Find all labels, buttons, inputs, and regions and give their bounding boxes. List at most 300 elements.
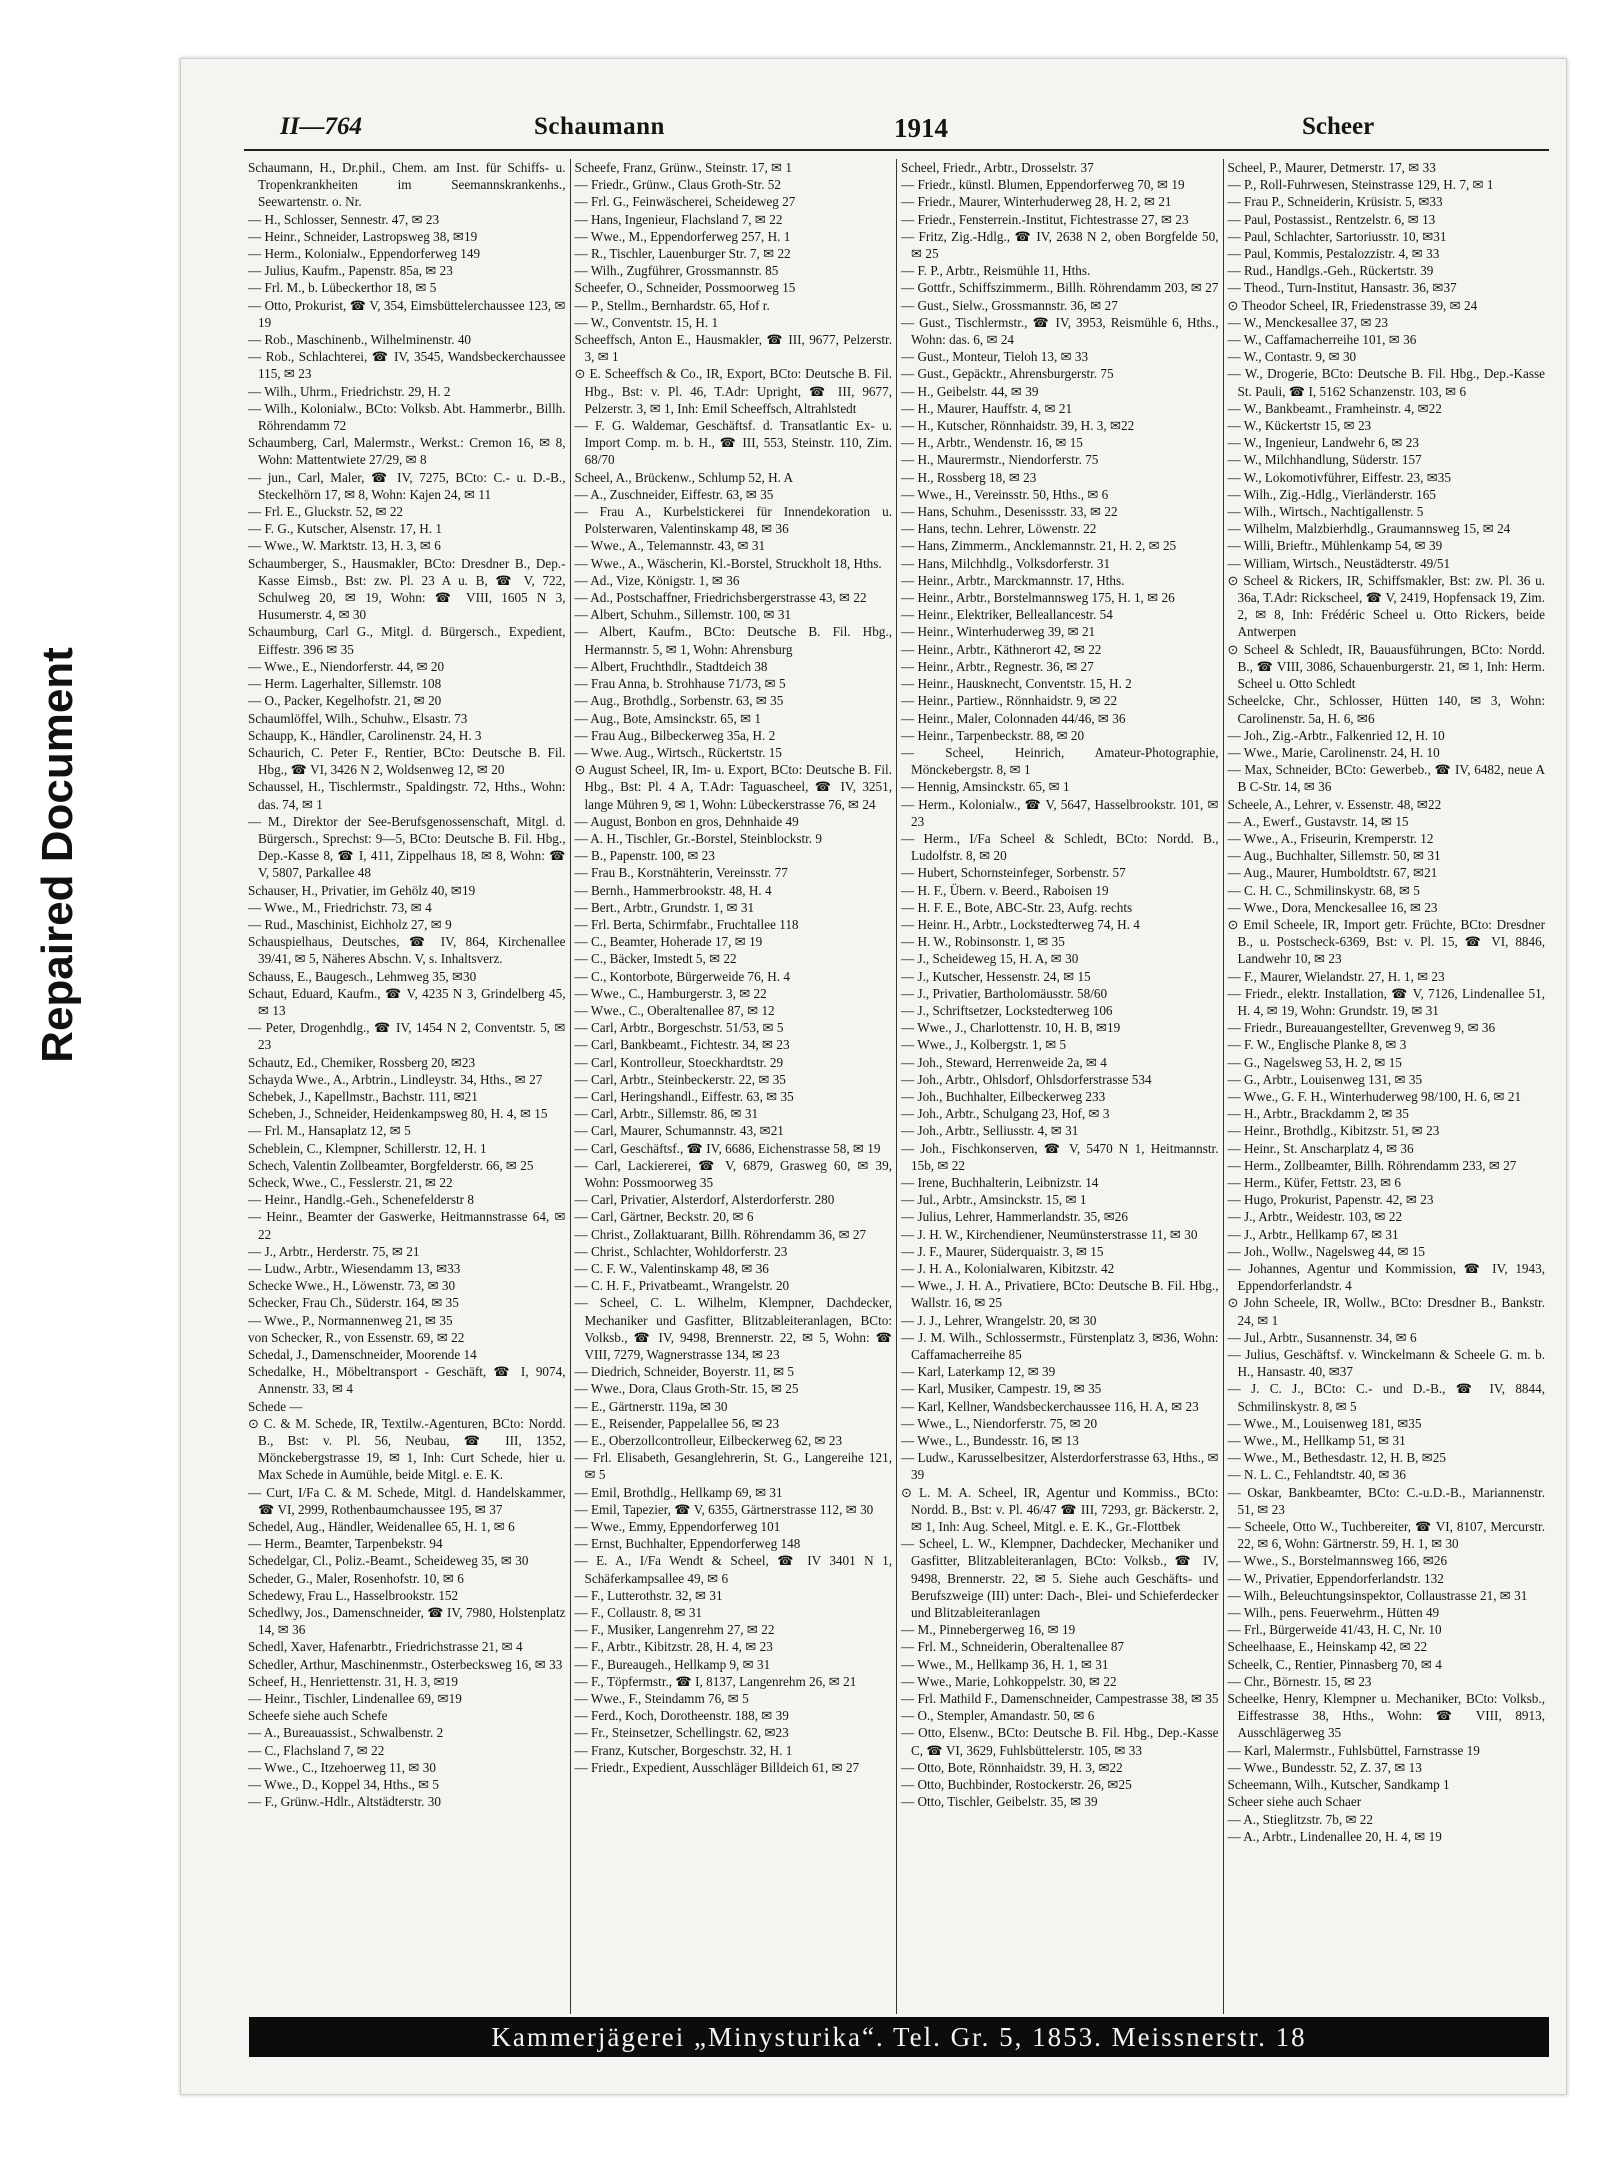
directory-entry: — Wilh., pens. Feuerwehrm., Hütten 49 [1227,1605,1440,1621]
directory-entry: — Diedrich, Schneider, Boyerstr. 11, ✉ 5 [574,1364,795,1380]
directory-entry: — Wwe., J., Kolbergstr. 1, ✉ 5 [901,1037,1067,1053]
directory-entry: Scheben, J., Schneider, Heidenkampsweg 80, H. 4, ✉ 15 [248,1106,548,1122]
directory-entry: — Wwe., C., Hamburgerstr. 3, ✉ 22 [574,985,767,1001]
directory-entry: — Bert., Arbtr., Grundstr. 1, ✉ 31 [574,899,755,915]
directory-entry: — Hugo, Prokurist, Papenstr. 42, ✉ 23 [1227,1192,1434,1208]
directory-entry: Schedalke, H., Möbeltransport - Geschäft, ☎ I, 9074, Annenstr. 33, ✉ 4 [248,1364,566,1397]
page-number: II—764 [280,113,362,140]
directory-entry: — Joh., Arbtr., Schulgang 23, Hof, ✉ 3 [901,1106,1110,1122]
directory-entry: — Joh., Steward, Herrenweide 2a, ✉ 4 [901,1054,1107,1070]
directory-entry: — Max, Schneider, BCto: Gewerbeb., ☎ IV, 6482, neue A B C-Str. 14, ✉ 36 [1227,762,1545,795]
directory-entry: — Friedr., Grünw., Claus Groth-Str. 52 [574,177,781,193]
directory-entry: — Oskar, Bankbeamter, BCto: C.-u.D.-B., Mariannenstr. 51, ✉ 23 [1227,1484,1545,1517]
directory-entry: — W., Conventstr. 15, H. 1 [574,314,719,330]
directory-entry: — Heinr. H., Arbtr., Lockstedterweg 74, H. 4 [901,916,1140,932]
directory-entry: — Carl, Gärtner, Beckstr. 20, ✉ 6 [574,1209,754,1225]
directory-entry: — Rud., Maschinist, Eichholz 27, ✉ 9 [248,916,452,932]
directory-entry: — Willi, Brieftr., Mühlenkamp 54, ✉ 39 [1227,538,1443,554]
directory-entry: — Aug., Buchhalter, Sillemstr. 50, ✉ 31 [1227,848,1441,864]
scanned-page [180,58,1567,2095]
directory-entry: — Christ., Zollaktuarant, Billh. Röhrendamm 36, ✉ 27 [574,1226,867,1242]
header-right-word: Scheer [1302,113,1375,140]
directory-entry: — C. F. W., Valentinskamp 48, ✉ 36 [574,1261,769,1276]
directory-entry: — Herm., Beamter, Tarpenbekstr. 94 [248,1536,443,1552]
directory-entry: — Frl. M., Schneiderin, Oberaltenallee 87 [901,1639,1125,1655]
directory-entry: — Herm., Kolonialw., Eppendorferweg 149 [248,246,481,262]
directory-entry: — O., Packer, Kegelhofstr. 21, ✉ 20 [248,693,442,709]
directory-entry: — Fritz, Zig.-Hdlg., ☎ IV, 2638 N 2, oben Borgfelde 50, ✉ 25 [901,228,1219,262]
directory-entry: — Irene, Buchhalterin, Leibnizstr. 14 [901,1174,1099,1190]
directory-entry: — Joh., Buchhalter, Eilbeckerweg 233 [901,1088,1106,1104]
directory-entry: — H. F. E., Bote, ABC-Str. 23, Aufg. rechts [901,899,1133,915]
directory-entry: — Wilh., Beleuchtungsinspektor, Collaustrasse 21, ✉ 31 [1227,1587,1528,1603]
directory-entry: — Heinr., Schneider, Lastropsweg 38, ✉19 [248,228,478,244]
directory-entry: — Theod., Turn-Institut, Hansastr. 36, ✉37 [1227,280,1457,296]
directory-entry: ⊙ C. & M. Schede, IR, Textilw.-Agenturen, BCto: Nordd. B., Bst: v. Pl. 56, Neubau, ☎ III, 1352, Mönckebergstrasse 19, ✉ 1, Inh: Curt Schede, hier u. Max Schede in Aumühle, beide Mitgl. e. E. K. [248,1415,566,1483]
directory-entry: — Friedr., Maurer, Winterhuderweg 28, H. 2, ✉ 21 [901,194,1172,210]
directory-entry: — J. J., Lehrer, Wrangelstr. 20, ✉ 30 [901,1312,1097,1328]
directory-entry: — Carl, Maurer, Schumannstr. 43, ✉21 [574,1123,784,1139]
directory-entry: — Hubert, Schornsteinfeger, Sorbenstr. 57 [901,865,1126,881]
directory-entry: — Otto, Elsenw., BCto: Deutsche B. Fil. Hbg., Dep.-Kasse C, ☎ VI, 3629, Fuhlsbüttelerstr. 105, ✉ 33 [901,1725,1219,1758]
directory-entry: — Wwe., Bundesstr. 52, Z. 37, ✉ 13 [1227,1759,1422,1775]
directory-entry: — H., Maurermstr., Niendorferstr. 75 [901,452,1099,468]
directory-entry: — Scheel, Heinrich, Amateur-Photographie, Mönckebergstr. 8, ✉ 1 [901,744,1219,778]
directory-entry: — Karl, Kellner, Wandsbeckerchaussee 116, H. A, ✉ 23 [901,1398,1199,1414]
directory-entry: — J. H. A., Kolonialwaren, Kibitzstr. 42 [901,1261,1115,1276]
directory-entry: — Carl, Arbtr., Sillemstr. 86, ✉ 31 [574,1106,759,1122]
directory-entry: — Wwe., Emmy, Eppendorferweg 101 [574,1519,781,1535]
directory-entry: — F., Maurer, Wielandstr. 27, H. 1, ✉ 23 [1227,968,1445,984]
directory-entry: — Friedr., künstl. Blumen, Eppendorferweg 70, ✉ 19 [901,177,1185,193]
directory-entry: Scheelke, Henry, Klempner u. Mechaniker, BCto: Volksb., Eiffestrasse 38, Hths., Wohn: ☎ VIII, 8913, Ausschlägerweg 35 [1227,1691,1545,1741]
directory-entry: — G., Nagelsweg 53, H. 2, ✉ 15 [1227,1054,1402,1070]
directory-entry: Schedelgar, Cl., Poliz.-Beamt., Scheideweg 35, ✉ 30 [248,1553,529,1569]
directory-entry: — Wwe., A., Telemannstr. 43, ✉ 31 [574,538,766,554]
directory-entry: — Joh., Arbtr., Selliusstr. 4, ✉ 31 [901,1123,1079,1139]
directory-entry: — Wwe., M., Bethesdastr. 12, H. B, ✉25 [1227,1450,1446,1466]
directory-entry: von Schecker, R., von Essenstr. 69, ✉ 22 [248,1329,465,1345]
directory-entry: — H. W., Robinsonstr. 1, ✉ 35 [901,934,1065,950]
directory-entry: — Ad., Postschaffner, Friedrichsbergerstrasse 43, ✉ 22 [574,590,867,606]
directory-entry: — Herm., Küfer, Fettstr. 23, ✉ 6 [1227,1174,1402,1190]
directory-entry: — Carl, Kontrolleur, Stoeckhardtstr. 29 [574,1054,784,1070]
directory-page [244,109,1549,2052]
directory-entry: — W., Menckesallee 37, ✉ 23 [1227,314,1388,330]
directory-entry: Scheefe siehe auch Schefe [248,1708,388,1724]
directory-entry: — Johannes, Agentur und Kommission, ☎ IV, 1943, Eppendorferlandstr. 4 [1227,1261,1545,1294]
directory-entry: Schaupp, K., Händler, Carolinenstr. 24, H. 3 [248,727,482,743]
directory-entry: — Wwe., C., Itzehoerweg 11, ✉ 30 [248,1759,436,1775]
directory-entry: Scheef, H., Henriettenstr. 31, H. 3, ✉19 [248,1673,458,1689]
directory-entry: — Carl, Heringshandl., Eiffestr. 63, ✉ 35 [574,1088,794,1104]
directory-entry: — Wwe., A., Wäscherin, Kl.-Borstel, Struckholt 18, Hths. [574,555,882,571]
directory-entry: — Wwe., A., Friseurin, Kremperstr. 12 [1227,830,1434,846]
directory-entry: — E., Reisender, Pappelallee 56, ✉ 23 [574,1415,780,1431]
directory-entry: — Curt, I/Fa C. & M. Schede, Mitgl. d. Handelskammer, ☎ VI, 2999, Rothenbaumchaussee 195, ✉ 37 [248,1484,566,1517]
directory-entry: — Otto, Tischler, Geibelstr. 35, ✉ 39 [901,1794,1098,1810]
directory-entry: — O., Stempler, Amandastr. 50, ✉ 6 [901,1708,1095,1724]
directory-entry: Scheck, Wwe., C., Fesslerstr. 21, ✉ 22 [248,1174,453,1190]
directory-entry: — Fr., Steinsetzer, Schellingstr. 62, ✉23 [574,1725,789,1741]
directory-entry: — W., Contastr. 9, ✉ 30 [1227,349,1357,365]
directory-entry: — August, Bonbon en gros, Dehnhaide 49 [574,813,799,829]
directory-entry: — jun., Carl, Maler, ☎ IV, 7275, BCto: C.- u. D.-B., Steckelhörn 17, ✉ 8, Wohn: Kajen 24, ✉ 11 [248,469,566,502]
directory-entry: Schayda Wwe., A., Arbtrin., Lindleystr. 34, Hths., ✉ 27 [248,1071,543,1087]
directory-entry: — Friedr., Bureauangestellter, Grevenweg 9, ✉ 36 [1227,1020,1496,1036]
directory-entry: — W., Bankbeamt., Framheinstr. 4, ✉22 [1227,400,1442,416]
directory-entry: — W., Lokomotivführer, Eiffestr. 23, ✉35 [1227,469,1451,485]
directory-entry: — E., Gärtnerstr. 119a, ✉ 30 [574,1398,728,1414]
header-left-word: Schaumann [534,113,665,140]
directory-entry: Schaumberg, Carl, Malermstr., Werkst.: Cremon 16, ✉ 8, Wohn: Mattentwiete 27/29, ✉ 8 [248,435,566,468]
directory-entry: — C. H. C., Schmilinskystr. 68, ✉ 5 [1227,882,1420,898]
directory-entry: Scheelcke, Chr., Schlosser, Hütten 140, ✉ 3, Wohn: Carolinenstr. 5a, H. 6, ✉6 [1227,693,1545,726]
directory-entry: — Wwe., H., Vereinsstr. 50, Hths., ✉ 6 [901,486,1109,502]
directory-entry: — J., Kutscher, Hessenstr. 24, ✉ 15 [901,968,1091,984]
directory-entry: — A., Zuschneider, Eiffestr. 63, ✉ 35 [574,486,774,502]
directory-entry: — Carl, Lackiererei, ☎ V, 6879, Grasweg 60, ✉ 39, Wohn: Possmoorweg 35 [574,1157,892,1190]
directory-entry: — Heinr., Tischler, Lindenallee 69, ✉19 [248,1691,462,1707]
directory-entry: — Julius, Kaufm., Papenstr. 85a, ✉ 23 [248,263,453,279]
directory-columns [244,159,1549,2014]
directory-entry: — J. F., Maurer, Süderquaistr. 3, ✉ 15 [901,1243,1104,1259]
directory-entry: — Chr., Börnestr. 15, ✉ 23 [1227,1673,1372,1689]
directory-entry: Schaussel, H., Tischlermstr., Spaldingstr. 72, Hths., Wohn: das. 74, ✉ 1 [248,779,566,812]
directory-entry: Scheel, P., Maurer, Detmerstr. 17, ✉ 33 [1227,160,1436,175]
directory-entry: — Karl, Malermstr., Fuhlsbüttel, Farnstrasse 19 [1227,1742,1480,1758]
directory-entry: — F., Bureaugeh., Hellkamp 9, ✉ 31 [574,1656,771,1672]
directory-entry: — A., Stieglitzstr. 7b, ✉ 22 [1227,1811,1373,1827]
directory-entry: — Frau P., Schneiderin, Krüsistr. 5, ✉33 [1227,194,1443,210]
directory-entry: Scheel, Friedr., Arbtr., Drosselstr. 37 [901,160,1094,175]
directory-entry: — Wwe., M., Friedrichstr. 73, ✉ 4 [248,899,432,915]
directory-entry: — Frl. Berta, Schirmfabr., Fruchtallee 118 [574,916,799,932]
directory-entry: Scheefer, O., Schneider, Possmoorweg 15 [574,280,796,296]
directory-entry: — Herm., Kolonialw., ☎ V, 5647, Hasselbrookstr. 101, ✉ 23 [901,796,1219,829]
directory-entry: — Karl, Laterkamp 12, ✉ 39 [901,1364,1056,1380]
directory-entry: — M., Pinnebergerweg 16, ✉ 19 [901,1622,1076,1638]
directory-entry: — Herm. Lagerhalter, Sillemstr. 108 [248,676,442,692]
directory-entry: Schaumburg, Carl G., Mitgl. d. Bürgersch., Expedient, Eiffestr. 396 ✉ 35 [248,624,566,657]
directory-entry: — H., Arbtr., Brackdamm 2, ✉ 35 [1227,1106,1409,1122]
side-label-repaired: Repaired Document [32,647,82,1063]
directory-entry: — Ferd., Koch, Dorotheenstr. 188, ✉ 39 [574,1708,789,1724]
directory-entry: — Frl. M., b. Lübeckerthor 18, ✉ 5 [248,280,437,296]
directory-entry: — Heinr., Hausknecht, Conventstr. 15, H. 2 [901,676,1132,692]
directory-entry: — Scheel, L. W., Klempner, Dachdecker, Mechaniker und Gasfitter, Blitzableiteranlagen, BCto: Volksb., ☎ IV, 9498, Brennerstr. 22, ✉ 5. Siehe auch Geschäfts- und Berufszweige (III) unter: Dach-, Blei- und Schieferdecker und Blitzableiteranlagen [901,1536,1219,1621]
directory-entry: Schaumlöffel, Wilh., Schuhw., Elsastr. 73 [248,710,468,726]
directory-entry: — J., Privatier, Bartholomäusstr. 58/60 [901,985,1108,1001]
directory-entry: — Heinr., Maler, Colonnaden 44/46, ✉ 36 [901,710,1126,726]
directory-entry: — W., Milchhandlung, Süderstr. 157 [1227,452,1422,468]
directory-entry: — Gust., Gepäcktr., Ahrensburgerstr. 75 [901,366,1114,382]
directory-entry: — Wilh., Zig.-Hdlg., Vierländerstr. 165 [1227,486,1436,502]
directory-entry: — Scheele, Otto W., Tuchbereiter, ☎ VI, 8107, Mercurstr. 22, ✉ 6, Wohn: Gärtnerstr. 59, H. 1, ✉ 30 [1227,1519,1545,1552]
directory-entry: — Christ., Schlachter, Wohldorferstr. 23 [574,1243,788,1259]
directory-entry: — Paul, Postassist., Rentzelstr. 6, ✉ 13 [1227,211,1436,227]
directory-entry: ⊙ Emil Scheele, IR, Import getr. Früchte, BCto: Dresdner B., u. Postscheck-6369, Bst: v. Pl. 15, ☎ VI, 8846, Landwehr 10, ✉ 23 [1227,916,1545,967]
advertisement-banner: Kammerjägerei „Minysturika“. Tel. Gr. 5, 1853. Meissnerstr. 18 [249,2017,1549,2057]
directory-entry: Schedal, J., Damenschneider, Moorende 14 [248,1347,477,1363]
directory-entry: — Ludw., Arbtr., Wiesendamm 13, ✉33 [248,1261,461,1276]
directory-entry: — Ad., Vize, Königstr. 1, ✉ 36 [574,572,740,588]
directory-entry: — Frau Aug., Bilbeckerweg 35a, H. 2 [574,727,776,743]
directory-entry: — H., Arbtr., Wendenstr. 16, ✉ 15 [901,435,1083,451]
directory-entry: — Friedr., Expedient, Ausschläger Billdeich 61, ✉ 27 [574,1759,860,1775]
directory-entry: — Gust., Tischlermstr., ☎ IV, 3953, Reismühle 6, Hths., Wohn: das. 6, ✉ 24 [901,314,1219,348]
directory-entry: — Wwe., S., Borstelmannsweg 166, ✉26 [1227,1553,1448,1569]
directory-entry: — Wwe., J. H. A., Privatiere, BCto: Deutsche B. Fil. Hbg., Wallstr. 16, ✉ 25 [901,1278,1219,1311]
directory-entry: — Albert, Kaufm., BCto: Deutsche B. Fil. Hbg., Hermannstr. 5, ✉ 1, Wohn: Ahrensburg [574,624,892,657]
directory-entry: — W., Privatier, Eppendorferlandstr. 132 [1227,1570,1444,1586]
directory-entry: — A. H., Tischler, Gr.-Borstel, Steinblockstr. 9 [574,830,822,846]
directory-entry: — Wwe., D., Koppel 34, Hths., ✉ 5 [248,1777,440,1793]
directory-entry: Schautz, Ed., Chemiker, Rossberg 20, ✉23 [248,1054,476,1070]
directory-entry: — Heinr., Tarpenbeckstr. 88, ✉ 20 [901,727,1085,743]
directory-entry: — J. M. Wilh., Schlossermstr., Fürstenplatz 3, ✉36, Wohn: Caffamacherreihe 85 [901,1329,1219,1363]
directory-entry: — F. W., Englische Planke 8, ✉ 3 [1227,1037,1407,1053]
directory-entry: — F. P., Arbtr., Reismühle 11, Hths. [901,263,1091,279]
directory-entry: — Joh., Wollw., Nagelsweg 44, ✉ 15 [1227,1243,1426,1259]
directory-entry: — Emil, Brothdlg., Hellkamp 69, ✉ 31 [574,1484,783,1500]
directory-entry: — Joh., Zig.-Arbtr., Falkenried 12, H. 10 [1227,727,1445,743]
directory-entry: — J., Arbtr., Weidestr. 103, ✉ 22 [1227,1209,1403,1225]
directory-entry: Scheblein, C., Klempner, Schillerstr. 12, H. 1 [248,1140,487,1156]
directory-entry: Schedl, Xaver, Hafenarbtr., Friedrichstrasse 21, ✉ 4 [248,1639,523,1655]
directory-entry: Scheelhaase, E., Heinskamp 42, ✉ 22 [1227,1639,1428,1655]
directory-entry: — M., Direktor der See-Berufsgenossenschaft, Mitgl. d. Bürgersch., Sprechst: 9—5, BCto: Deutsche B. Fil. Hbg., Dep.-Kasse 8, ☎ I, 411, Zippelhaus 18, ✉ 8, Wohn: ☎ V, 5807, Parkallee 48 [248,813,566,881]
header-year: 1914 [894,113,948,143]
directory-entry: — Carl, Arbtr., Borgeschstr. 51/53, ✉ 5 [574,1020,784,1036]
directory-entry: — Heinr., Handlg.-Geh., Schenefelderstr 8 [248,1192,474,1208]
directory-entry: — Heinr., Arbtr., Marckmannstr. 17, Hths. [901,572,1125,588]
directory-entry: — F., Töpfermstr., ☎ I, 8137, Langenrehm 26, ✉ 21 [574,1673,857,1689]
directory-entry: — Wwe., J., Charlottenstr. 10, H. B, ✉19 [901,1020,1121,1036]
directory-entry: — Hans, Milchhdlg., Volksdorferstr. 31 [901,555,1111,571]
directory-entry: — Heinr., Winterhuderweg 39, ✉ 21 [901,624,1096,640]
directory-entry: — Frl. Mathild F., Damenschneider, Campestrasse 38, ✉ 35 [901,1691,1219,1707]
directory-entry: — P., Roll-Fuhrwesen, Steinstrasse 129, H. 7, ✉ 1 [1227,177,1494,193]
directory-entry: ⊙ August Scheel, IR, Im- u. Export, BCto: Deutsche B. Fil. Hbg., Bst: Pl. 4 A, T.Adr: Taguascheel, ☎ IV, 3251, lange Mühren 9, ✉ 1, Wohn: Lübeckerstrasse 76, ✉ 24 [574,762,892,812]
directory-entry: — Hans, Zimmerm., Ancklemannstr. 21, H. 2, ✉ 25 [901,538,1177,554]
directory-entry: — F. G., Kutscher, Alsenstr. 17, H. 1 [248,521,443,537]
directory-entry: Scheemann, Wilh., Kutscher, Sandkamp 1 [1227,1777,1450,1793]
directory-entry: — Wwe., Marie, Lohkoppelstr. 30, ✉ 22 [901,1673,1117,1689]
directory-entry: — C., Kontorbote, Bürgerweide 76, H. 4 [574,968,790,984]
directory-entry: — Frau Anna, b. Strohhause 71/73, ✉ 5 [574,676,786,692]
directory-entry: — Bernh., Hammerbrookstr. 48, H. 4 [574,882,772,898]
directory-entry: — Wwe., L., Bundesstr. 16, ✉ 13 [901,1433,1079,1449]
directory-entry: — H. F., Übern. v. Beerd., Raboisen 19 [901,882,1109,898]
directory-entry: ⊙ Theodor Scheel, IR, Friedenstrasse 39, ✉ 24 [1227,297,1478,313]
directory-entry: — C., Bäcker, Imstedt 5, ✉ 22 [574,951,737,967]
directory-entry: — Aug., Brothdlg., Sorbenstr. 63, ✉ 35 [574,693,784,709]
directory-entry: — Carl, Privatier, Alsterdorf, Alsterdorferstr. 280 [574,1192,835,1208]
directory-entry: — Wwe., M., Hellkamp 51, ✉ 31 [1227,1433,1406,1449]
directory-entry: — W., Ingenieur, Landwehr 6, ✉ 23 [1227,435,1419,451]
directory-entry: — Rob., Maschinenb., Wilhelminenstr. 40 [248,332,472,348]
directory-entry: — Herm., Zollbeamter, Billh. Röhrendamm 233, ✉ 27 [1227,1157,1517,1173]
directory-entry: — Gottfr., Schiffszimmerm., Billh. Röhrendamm 203, ✉ 27 [901,280,1219,296]
directory-entry: — Rud., Handlgs.-Geh., Rückertstr. 39 [1227,263,1434,279]
directory-entry: — Frl. G., Feinwäscherei, Scheideweg 27 [574,194,796,210]
directory-column-3 [897,159,1224,2014]
directory-entry: — Otto, Bote, Rönnhaidstr. 39, H. 3, ✉22 [901,1759,1123,1775]
directory-entry: — Frl. E., Gluckstr. 52, ✉ 22 [248,504,404,520]
directory-entry: — H., Maurer, Hauffstr. 4, ✉ 21 [901,400,1073,416]
directory-entry: — F., Lutterothstr. 32, ✉ 31 [574,1587,723,1603]
directory-entry: — Heinr., St. Anscharplatz 4, ✉ 36 [1227,1140,1414,1156]
directory-entry: — Wwe., G. F. H., Winterhuderweg 98/100, H. 6, ✉ 21 [1227,1088,1522,1104]
directory-entry: ⊙ John Scheele, IR, Wollw., BCto: Dresdner B., Bankstr. 24, ✉ 1 [1227,1295,1545,1328]
directory-entry: — Ludw., Karusselbesitzer, Alsterdorferstrasse 63, Hths., ✉ 39 [901,1450,1219,1483]
directory-entry: Scheele, A., Lehrer, v. Essenstr. 48, ✉22 [1227,796,1442,812]
directory-entry: Schauss, E., Baugesch., Lehmweg 35, ✉30 [248,968,477,984]
directory-entry: — Wwe., M., Hellkamp 36, H. 1, ✉ 31 [901,1656,1109,1672]
directory-entry: — Ernst, Buchhalter, Eppendorferweg 148 [574,1536,801,1552]
directory-entry: — Frl. M., Hansaplatz 12, ✉ 5 [248,1123,411,1139]
directory-entry: — Julius, Geschäftsf. v. Winckelmann & Scheele G. m. b. H., Hansastr. 40, ✉37 [1227,1347,1545,1380]
directory-entry: — Frau B., Korstnähterin, Vereinsstr. 77 [574,865,788,881]
directory-entry: — Wwe., Dora, Menckesallee 16, ✉ 23 [1227,899,1438,915]
directory-entry: — F., Arbtr., Kibitzstr. 28, H. 4, ✉ 23 [574,1639,773,1655]
directory-entry: — William, Wirtsch., Neustädterstr. 49/51 [1227,555,1451,571]
directory-entry: Schaumann, H., Dr.phil., Chem. am Inst. für Schiffs- u. Tropenkrankheiten im Seemannskrankenhs., Seewartenstr. o. Nr. [248,160,566,210]
directory-entry: — Heinr., Brothdlg., Kibitzstr. 51, ✉ 23 [1227,1123,1440,1139]
directory-entry: Schecker, Frau Ch., Süderstr. 164, ✉ 35 [248,1295,459,1311]
directory-entry: — C., Flachsland 7, ✉ 22 [248,1742,385,1758]
directory-entry: ⊙ Scheel & Schledt, IR, Bauausführungen, BCto: Nordd. B., ☎ VIII, 3086, Schauenburgerstr. 21, ✉ 1, Inh: Herm. Scheel u. Otto Schledt [1227,641,1545,692]
directory-entry: — J. H. W., Kirchendiener, Neumünsterstrasse 11, ✉ 30 [901,1226,1198,1242]
directory-entry: — Jul., Arbtr., Amsinckstr. 15, ✉ 1 [901,1192,1087,1208]
directory-entry: — Carl, Arbtr., Steinbeckerstr. 22, ✉ 35 [574,1071,786,1087]
directory-entry: ⊙ L. M. A. Scheel, IR, Agentur und Kommiss., BCto: Nordd. B., Bst: v. Pl. 46/47 ☎ III, 7293, gr. Bäckerstr. 2, ✉ 1, Inh: Aug. Scheel, Mitgl. e. E. K., Gr.-Flottbek [901,1484,1219,1535]
directory-entry: — Wwe., M., Eppendorferweg 257, H. 1 [574,228,791,244]
directory-entry: — Heinr., Arbtr., Käthnerort 42, ✉ 22 [901,641,1102,657]
directory-entry: — Heinr., Partiew., Rönnhaidstr. 9, ✉ 22 [901,693,1118,709]
directory-entry: Schech, Valentin Zollbeamter, Borgfelderstr. 66, ✉ 25 [248,1157,534,1173]
directory-entry: — Friedr., elektr. Installation, ☎ V, 7126, Lindenallee 51, H. 4, ✉ 19, Wohn: Grundstr. 19, ✉ 31 [1227,985,1545,1018]
directory-entry: — E., Oberzollcontrolleur, Eilbeckerweg 62, ✉ 23 [574,1433,843,1449]
directory-entry: — F. G. Waldemar, Geschäftsf. d. Transatlantic Ex- u. Import Comp. m. b. H., ☎ III, 553, Steinstr. 110, Zim. 68/70 [574,418,892,468]
directory-entry: — Franz, Kutscher, Borgeschstr. 32, H. 1 [574,1742,793,1758]
directory-entry: — W., Drogerie, BCto: Deutsche B. Fil. Hbg., Dep.-Kasse St. Pauli, ☎ I, 5162 Schanzenstr. 103, ✉ 6 [1227,366,1545,399]
directory-entry: — Wwe., Marie, Carolinenstr. 24, H. 10 [1227,744,1440,760]
directory-entry: — J., Schriftsetzer, Lockstedterweg 106 [901,1002,1113,1018]
directory-entry: — H., Geibelstr. 44, ✉ 39 [901,383,1039,399]
directory-entry: — F., Collaustr. 8, ✉ 31 [574,1605,703,1621]
directory-entry: — E. A., I/Fa Wendt & Scheel, ☎ IV 3401 N 1, Schäferkampsallee 49, ✉ 6 [574,1553,892,1586]
directory-entry: — Frau A., Kurbelstickerei für Innendekoration u. Polsterwaren, Valentinskamp 48, ✉ 36 [574,504,892,537]
directory-entry: Scheel, A., Brückenw., Schlump 52, H. A [574,469,794,485]
directory-entry: Scheeffsch, Anton E., Hausmakler, ☎ III, 9677, Pelzerstr. 3, ✉ 1 [574,332,892,365]
directory-entry: Schedel, Aug., Händler, Weidenallee 65, H. 1, ✉ 6 [248,1519,515,1535]
directory-entry: Schebek, J., Kapellmstr., Bachstr. 111, ✉21 [248,1088,478,1104]
page-header [244,109,1549,151]
directory-entry: — Aug., Bote, Amsinckstr. 65, ✉ 1 [574,710,762,726]
directory-entry: — C., Beamter, Hoherade 17, ✉ 19 [574,934,763,950]
directory-entry: — Paul, Kommis, Pestalozzistr. 4, ✉ 33 [1227,246,1440,262]
directory-entry: — R., Tischler, Lauenburger Str. 7, ✉ 22 [574,246,791,262]
directory-entry: — Albert, Fruchthdlr., Stadtdeich 38 [574,658,768,674]
directory-entry: — Wwe., C., Oberaltenallee 87, ✉ 12 [574,1002,775,1018]
directory-entry: — Wwe., L., Niendorferstr. 75, ✉ 20 [901,1415,1098,1431]
directory-entry: — Gust., Sielw., Grossmannstr. 36, ✉ 27 [901,297,1118,313]
directory-entry: Schecke Wwe., H., Löwenstr. 73, ✉ 30 [248,1278,456,1294]
directory-entry: — Friedr., Fensterrein.-Institut, Fichtestrasse 27, ✉ 23 [901,211,1189,227]
directory-entry: Schauspielhaus, Deutsches, ☎ IV, 864, Kirchenallee 39/41, ✉ 5, Näheres Abschn. V, s. Inhaltsverz. [248,934,566,967]
directory-entry: — A., Ewerf., Gustavstr. 14, ✉ 15 [1227,813,1409,829]
directory-entry: — Heinr., Arbtr., Regnestr. 36, ✉ 27 [901,658,1094,674]
directory-entry: — H., Kutscher, Rönnhaidstr. 39, H. 3, ✉22 [901,418,1135,434]
directory-entry: — Paul, Schlachter, Sartoriusstr. 10, ✉31 [1227,228,1447,244]
directory-entry: — Wwe., W. Marktstr. 13, H. 3, ✉ 6 [248,538,441,554]
directory-entry: — A., Bureauassist., Schwalbenstr. 2 [248,1725,444,1741]
directory-entry: — Wwe., F., Steindamm 76, ✉ 5 [574,1691,749,1707]
directory-entry: — F., Musiker, Langenrehm 27, ✉ 22 [574,1622,775,1638]
directory-entry: Schaumberger, S., Hausmakler, BCto: Dresdner B., Dep.-Kasse Eimsb., Bst: zw. Pl. 23 A u. B, ☎ V, 722, Schulweg 20, ✉ 19, Wohn: ☎ VIII, 1605 N 3, Husumerstr. 4, ✉ 30 [248,555,566,623]
directory-entry: — Wilh., Kolonialw., BCto: Volksb. Abt. Hammerbr., Billh. Röhrendamm 72 [248,400,566,434]
directory-entry: — H., Rossberg 18, ✉ 23 [901,469,1037,485]
directory-entry: — B., Papenstr. 100, ✉ 23 [574,848,715,864]
directory-entry: — Aug., Maurer, Humboldtstr. 67, ✉21 [1227,865,1438,881]
directory-entry: — Wwe., E., Niendorferstr. 44, ✉ 20 [248,658,445,674]
directory-entry: — Otto, Prokurist, ☎ V, 354, Eimsbüttelerchaussee 123, ✉ 19 [248,297,566,330]
directory-entry: — Wwe., Dora, Claus Groth-Str. 15, ✉ 25 [574,1381,799,1397]
directory-entry: ⊙ Scheel & Rickers, IR, Schiffsmakler, Bst: zw. Pl. 36 u. 36a, T.Adr: Rickscheel, ☎ V, 2419, Hopfensack 19, Zim. 2, ✉ 8, Inh: Frédéric Scheel u. Otto Rickers, beide Antwerpen [1227,572,1545,640]
directory-entry: — Rob., Schlachterei, ☎ IV, 3545, Wandsbeckerchaussee 115, ✉ 23 [248,349,566,382]
directory-entry: — Wilh., Uhrm., Friedrichstr. 29, H. 2 [248,383,451,399]
directory-entry: — Julius, Lehrer, Hammerlandstr. 35, ✉26 [901,1209,1128,1225]
directory-entry: — Heinr., Elektriker, Belleallancestr. 54 [901,607,1113,623]
directory-entry: — Wilh., Wirtsch., Nachtigallenstr. 5 [1227,504,1424,520]
directory-entry: — Gust., Monteur, Tieloh 13, ✉ 33 [901,349,1089,365]
directory-entry: — J., Scheideweg 15, H. A, ✉ 30 [901,951,1079,967]
directory-entry: — Joh., Arbtr., Ohlsdorf, Ohlsdorferstrasse 534 [901,1071,1152,1087]
directory-entry: — J., Arbtr., Hellkamp 67, ✉ 31 [1227,1226,1399,1242]
directory-column-4 [1224,159,1550,2014]
directory-entry: Schedler, Arthur, Maschinenmstr., Osterbecksweg 16, ✉ 33 [248,1656,563,1672]
directory-entry: — J. C. J., BCto: C.- und D.-B., ☎ IV, 8844, Schmilinskystr. 8, ✉ 5 [1227,1381,1545,1414]
directory-entry: Schedlwy, Jos., Damenschneider, ☎ IV, 7980, Holstenplatz 14, ✉ 36 [248,1605,566,1638]
directory-entry: — Hans, techn. Lehrer, Löwenstr. 22 [901,521,1097,537]
directory-entry: Scheder, G., Maler, Rosenhofstr. 10, ✉ 6 [248,1570,464,1586]
directory-entry: Schaut, Eduard, Kaufm., ☎ V, 4235 N 3, Grindelberg 45, ✉ 13 [248,985,566,1018]
directory-entry: Schedewy, Frau L., Hasselbrookstr. 152 [248,1587,459,1603]
directory-entry: — Wilhelm, Malzbierhdlg., Graumannsweg 15, ✉ 24 [1227,521,1511,537]
directory-entry: — F., Grünw.-Hdlr., Altstädterstr. 30 [248,1794,441,1810]
directory-entry: — Heinr., Arbtr., Borstelmannsweg 175, H. 1, ✉ 26 [901,590,1175,606]
directory-entry: ⊙ E. Scheeffsch & Co., IR, Export, BCto: Deutsche B. Fil. Hbg., Bst: v. Pl. 46, T.Adr: Upright, ☎ III, 9677, Pelzerstr. 3, ✉ 1, Inh: Emil Scheeffsch, Altrahlstedt [574,366,892,416]
directory-entry: — Otto, Buchbinder, Rostockerstr. 26, ✉25 [901,1777,1132,1793]
directory-entry: Schaurich, C. Peter F., Rentier, BCto: Deutsche B. Fil. Hbg., ☎ VI, 3426 N 2, Woldsenweg 12, ✉ 20 [248,744,566,778]
directory-entry: — H., Schlosser, Sennestr. 47, ✉ 23 [248,211,440,227]
directory-entry: — Wwe., M., Louisenweg 181, ✉35 [1227,1415,1422,1431]
directory-entry: — W., Kückertstr 15, ✉ 23 [1227,418,1372,434]
directory-entry: — Hans, Ingenieur, Flachsland 7, ✉ 22 [574,211,783,227]
directory-entry: — Karl, Musiker, Campestr. 19, ✉ 35 [901,1381,1102,1397]
directory-entry: — W., Caffamacherreihe 101, ✉ 36 [1227,332,1417,348]
directory-entry: — Peter, Drogenhdlg., ☎ IV, 1454 N 2, Conventstr. 5, ✉ 23 [248,1020,566,1053]
directory-entry: — Heinr., Beamter der Gaswerke, Heitmannstrasse 64, ✉ 22 [248,1209,566,1242]
directory-column-1 [244,159,571,2014]
directory-entry: — Hennig, Amsinckstr. 65, ✉ 1 [901,779,1070,795]
directory-entry: Schede — [248,1398,303,1414]
directory-entry: — Emil, Tapezier, ☎ V, 6355, Gärtnerstrasse 112, ✉ 30 [574,1501,874,1517]
directory-entry: — Jul., Arbtr., Susannenstr. 34, ✉ 6 [1227,1329,1417,1345]
directory-entry: — Carl, Geschäftsf., ☎ IV, 6686, Eichenstrasse 58, ✉ 19 [574,1140,881,1156]
